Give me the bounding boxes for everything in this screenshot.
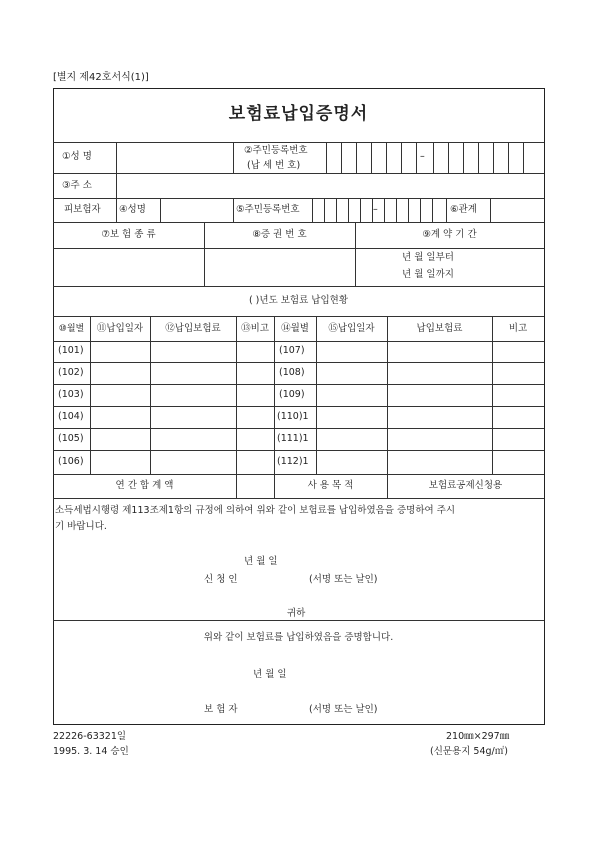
relation-label: ⑥관계 [450,204,477,215]
insurer-label: 보 험 자 [204,704,238,715]
divider [160,198,161,222]
divider [233,142,234,173]
divider [150,316,151,474]
divider [53,198,544,199]
divider [384,198,385,222]
premium-header: ⑫납입보험료 [165,323,221,334]
contract-period-label: ⑨계 약 기 간 [422,229,477,240]
divider [448,143,449,173]
month-cell: (103) [58,389,84,400]
month-cell: (111)1 [277,433,309,444]
divider [324,198,325,222]
month-header: ⑩월별 [58,324,85,334]
divider [53,406,544,407]
tax-number-label: (납 세 번 호) [247,160,301,171]
insurer-sign-note: (서명 또는 날인) [309,704,378,715]
approval-date: 1995. 3. 14 승인 [53,746,129,757]
month-cell: (107) [279,345,305,356]
rrn-dash: – [420,151,425,162]
divider [463,143,464,173]
divider [490,198,491,222]
page-title: 보험료납입증명서 [228,104,369,124]
divider [90,316,91,474]
form-code: 22226-63321일 [53,731,127,742]
rrn-label: ②주민등록번호 [244,145,308,156]
addressee-label: 귀하 [287,608,306,619]
divider [341,143,342,173]
month-cell: (101) [58,345,84,356]
divider [446,198,447,222]
divider [116,142,117,198]
divider [53,248,544,249]
divider [274,316,275,498]
divider [53,142,544,143]
month-cell: (104) [58,411,84,422]
premium-header: 납입보험료 [416,323,463,334]
divider [53,286,544,287]
divider [53,450,544,451]
payment-date-header: ⑮납입일자 [328,323,375,334]
payment-status-title: ( )년도 보험료 납입현황 [248,295,349,306]
paper-type: (신문용지 54g/㎡) [430,746,508,757]
divider [356,143,357,173]
remarks-header: 비고 [508,323,528,334]
period-to: 년 월 일까지 [402,269,454,280]
paper-size: 210㎜×297㎜ [446,731,510,742]
divider [326,142,327,173]
month-cell: (105) [58,433,84,444]
insured-label: 피보험자 [64,204,101,215]
divider [53,384,544,385]
divider [493,143,494,173]
certify-date: 년 월 일 [253,669,287,680]
month-cell: (106) [58,456,84,467]
insured-rrn-dash: – [373,204,378,215]
applicant-sign-note: (서명 또는 날인) [309,574,378,585]
purpose-value: 보험료공제신청용 [428,480,503,491]
request-date: 년 월 일 [244,556,278,567]
divider [316,316,317,474]
divider [508,143,509,173]
address-label: ③주 소 [62,180,92,191]
divider [116,198,117,222]
divider [420,198,421,222]
policy-number-label: ⑧증 권 번 호 [252,229,307,240]
applicant-label: 신 청 인 [204,574,238,585]
divider [233,198,234,222]
divider [432,198,433,222]
divider [312,198,313,222]
period-from: 년 월 일부터 [402,252,454,263]
insured-rrn-label: ⑤주민등록번호 [236,204,300,215]
month-cell: (110)1 [277,411,309,422]
payment-date-header: ⑪납입일자 [96,323,144,334]
divider [408,198,409,222]
divider [348,198,349,222]
divider [53,316,544,317]
month-cell: (109) [279,389,305,400]
insured-name-label: ④성명 [119,204,146,215]
divider [53,222,544,223]
divider [523,143,524,173]
month-cell: (108) [279,367,305,378]
divider [360,198,361,222]
divider [53,474,544,475]
divider [53,173,544,174]
request-statement: 소득세법시행령 제113조제1항의 규정에 의하여 위와 같이 보험료를 납입하였음을 증명하여 주시 [55,505,456,516]
month-header: ⑭월별 [281,323,309,334]
divider [336,198,337,222]
divider [53,341,544,342]
month-cell: (112)1 [277,456,309,467]
divider [387,316,388,498]
insurance-type-label: ⑦보 험 종 류 [101,229,156,240]
purpose-label: 사 용 목 적 [307,480,354,491]
divider [492,316,493,474]
divider [396,198,397,222]
divider [236,316,237,498]
form-number-label: [별지 제42호서식(1)] [53,72,149,83]
month-cell: (102) [58,367,84,378]
divider [416,143,417,173]
divider [433,143,434,173]
divider [53,428,544,429]
annual-total-label: 연 간 합 계 액 [115,480,174,491]
divider [371,143,372,173]
certify-statement: 위와 같이 보험료를 납입하였음을 증명합니다. [203,632,394,643]
divider [478,143,479,173]
name-label: ①성 명 [62,151,92,162]
request-statement-cont: 기 바랍니다. [55,521,107,532]
remarks-header: ⑬비고 [241,323,269,334]
divider [53,362,544,363]
divider [386,143,387,173]
divider [401,143,402,173]
divider [53,620,544,621]
divider [53,498,544,499]
